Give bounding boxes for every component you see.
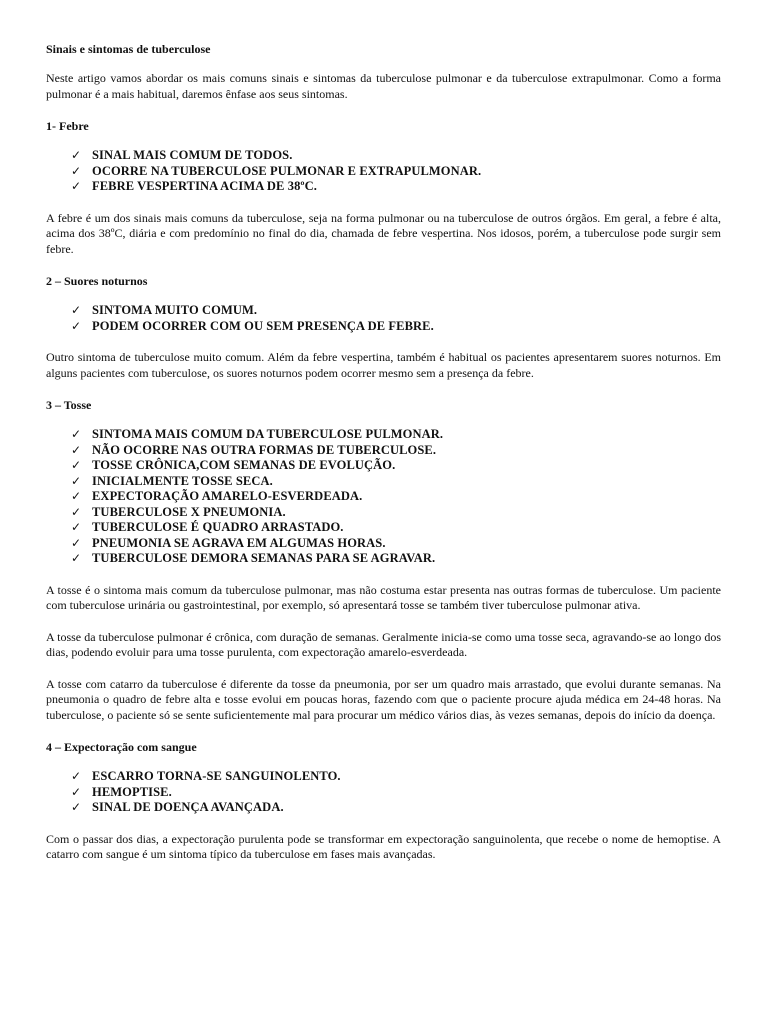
checklist-item <box>46 769 721 785</box>
body-paragraph: Com o passar dos dias, a expectoração purulenta pode se transformar em expectoração sanguinolenta, que recebe o nome de hemoptise. A catarro com sangue é um sintoma típico da tuberculose em fases mais avançadas. <box>46 831 721 861</box>
body-paragraph: Outro sintoma de tuberculose muito comum. Além da febre vespertina, também é habitual os pacientes apresentarem suores noturnos. Em alguns pacientes com tuberculose, os suores noturnos podem ocorrer mesmo sem a presença da febre. <box>46 350 721 380</box>
checklist-item-text: TOSSE CRÔNICA,COM SEMANAS DE EVOLUÇÃO. <box>92 458 396 472</box>
checklist-item <box>46 489 721 505</box>
checklist-item <box>46 474 721 490</box>
section-heading: 4 – Expectoração com sangue <box>46 740 197 754</box>
checklist-item-text: TUBERCULOSE É QUADRO ARRASTADO. <box>92 520 344 534</box>
checklist-item-text: PNEUMONIA SE AGRAVA EM ALGUMAS HORAS. <box>92 535 386 550</box>
intro-paragraph: Neste artigo vamos abordar os mais comuns sinais e sintomas da tuberculose pulmonar e da tuberculose extrapulmonar. Como a forma pulmonar é a mais habitual, daremos ênfase aos seus sintomas. <box>46 71 721 101</box>
section-heading: 3 – Tosse <box>46 398 92 412</box>
checklist-item <box>46 319 721 335</box>
checklist-item-text: SINAL DE DOENÇA AVANÇADA. <box>92 800 284 814</box>
checklist-item-text: SINTOMA MUITO COMUM. <box>92 303 258 317</box>
check-icon: ✓ <box>71 535 82 550</box>
checklist <box>46 148 721 195</box>
check-icon: ✓ <box>71 148 82 162</box>
checklist-item <box>46 303 721 319</box>
checklist <box>46 303 721 334</box>
check-icon: ✓ <box>71 179 82 193</box>
checklist-item-text: FEBRE VESPERTINA ACIMA DE 38ºC. <box>92 179 317 193</box>
check-icon: ✓ <box>71 769 82 783</box>
checklist-item <box>46 536 721 552</box>
checklist <box>46 427 721 567</box>
checklist-item <box>46 785 721 801</box>
check-icon: ✓ <box>71 427 82 441</box>
check-icon: ✓ <box>71 473 82 488</box>
sections-container <box>46 118 721 863</box>
checklist-item-text: PODEM OCORRER COM OU SEM PRESENÇA DE FEBRE. <box>92 318 434 333</box>
checklist <box>46 769 721 816</box>
checklist-item-text: HEMOPTISE. <box>92 784 172 799</box>
checklist-item <box>46 800 721 816</box>
check-icon: ✓ <box>71 800 82 814</box>
checklist-item <box>46 505 721 521</box>
checklist-item-text: TUBERCULOSE DEMORA SEMANAS PARA SE AGRAVAR. <box>92 551 436 565</box>
checklist-item <box>46 520 721 536</box>
body-paragraph: A tosse com catarro da tuberculose é diferente da tosse da pneumonia, por ser um quadro mais arrastado, que evolui durante semanas. Na pneumonia o quadro de febre alta e tosse evolui em poucas horas, fazendo com que o paciente procure ajuda médica em 24-48 horas. Na tuberculose, o paciente só se sente suficientemente mal para procurar um médico vários dias, às vezes semanas, depois do início da doença. <box>46 676 721 722</box>
checklist-item-text: ESCARRO TORNA-SE SANGUINOLENTO. <box>92 769 341 783</box>
checklist-item-text: TUBERCULOSE X PNEUMONIA. <box>92 504 286 519</box>
checklist-item-text: OCORRE NA TUBERCULOSE PULMONAR E EXTRAPULMONAR. <box>92 163 482 178</box>
checklist-item-text: SINAL MAIS COMUM DE TODOS. <box>92 148 293 162</box>
body-paragraph: A tosse da tuberculose pulmonar é crônica, com duração de semanas. Geralmente inicia-se como uma tosse seca, agravando-se ao longo dos dias, podendo evoluir para uma tosse purulenta, com expectoração amarelo-esverdeada. <box>46 629 721 659</box>
check-icon: ✓ <box>71 520 82 534</box>
checklist-item-text: INICIALMENTE TOSSE SECA. <box>92 473 273 488</box>
check-icon: ✓ <box>71 442 82 457</box>
document-page <box>46 41 721 879</box>
check-icon: ✓ <box>71 318 82 333</box>
section-heading: 1- Febre <box>46 119 89 133</box>
checklist-item <box>46 148 721 164</box>
checklist-item <box>46 427 721 443</box>
section-heading: 2 – Suores noturnos <box>46 274 148 288</box>
check-icon: ✓ <box>71 303 82 317</box>
checklist-item <box>46 551 721 567</box>
checklist-item-text: SINTOMA MAIS COMUM DA TUBERCULOSE PULMONAR. <box>92 427 444 441</box>
body-paragraph: A febre é um dos sinais mais comuns da tuberculose, seja na forma pulmonar ou na tuberculose de outros órgãos. Em geral, a febre é alta, acima dos 38ºC, diária e com predomínio no final do dia, chamada de febre vespertina. Nos idosos, porém, a tuberculose pode surgir sem febre. <box>46 210 721 256</box>
check-icon: ✓ <box>71 489 82 503</box>
check-icon: ✓ <box>71 458 82 472</box>
checklist-item <box>46 458 721 474</box>
checklist-item-text: EXPECTORAÇÃO AMARELO-ESVERDEADA. <box>92 489 363 503</box>
body-paragraph: A tosse é o sintoma mais comum da tuberculose pulmonar, mas não costuma estar presenta nas outras formas de tuberculose. Um paciente com tuberculose urinária ou gastrointestinal, por exemplo, só apresentará tosse se também tiver tuberculose pulmonar ativa. <box>46 582 721 612</box>
checklist-item <box>46 164 721 180</box>
checklist-item <box>46 443 721 459</box>
checklist-item-text: NÃO OCORRE NAS OUTRA FORMAS DE TUBERCULOSE. <box>92 442 437 457</box>
document-title: Sinais e sintomas de tuberculose <box>46 42 211 56</box>
check-icon: ✓ <box>71 784 82 799</box>
check-icon: ✓ <box>71 163 82 178</box>
check-icon: ✓ <box>71 551 82 565</box>
checklist-item <box>46 179 721 195</box>
check-icon: ✓ <box>71 504 82 519</box>
